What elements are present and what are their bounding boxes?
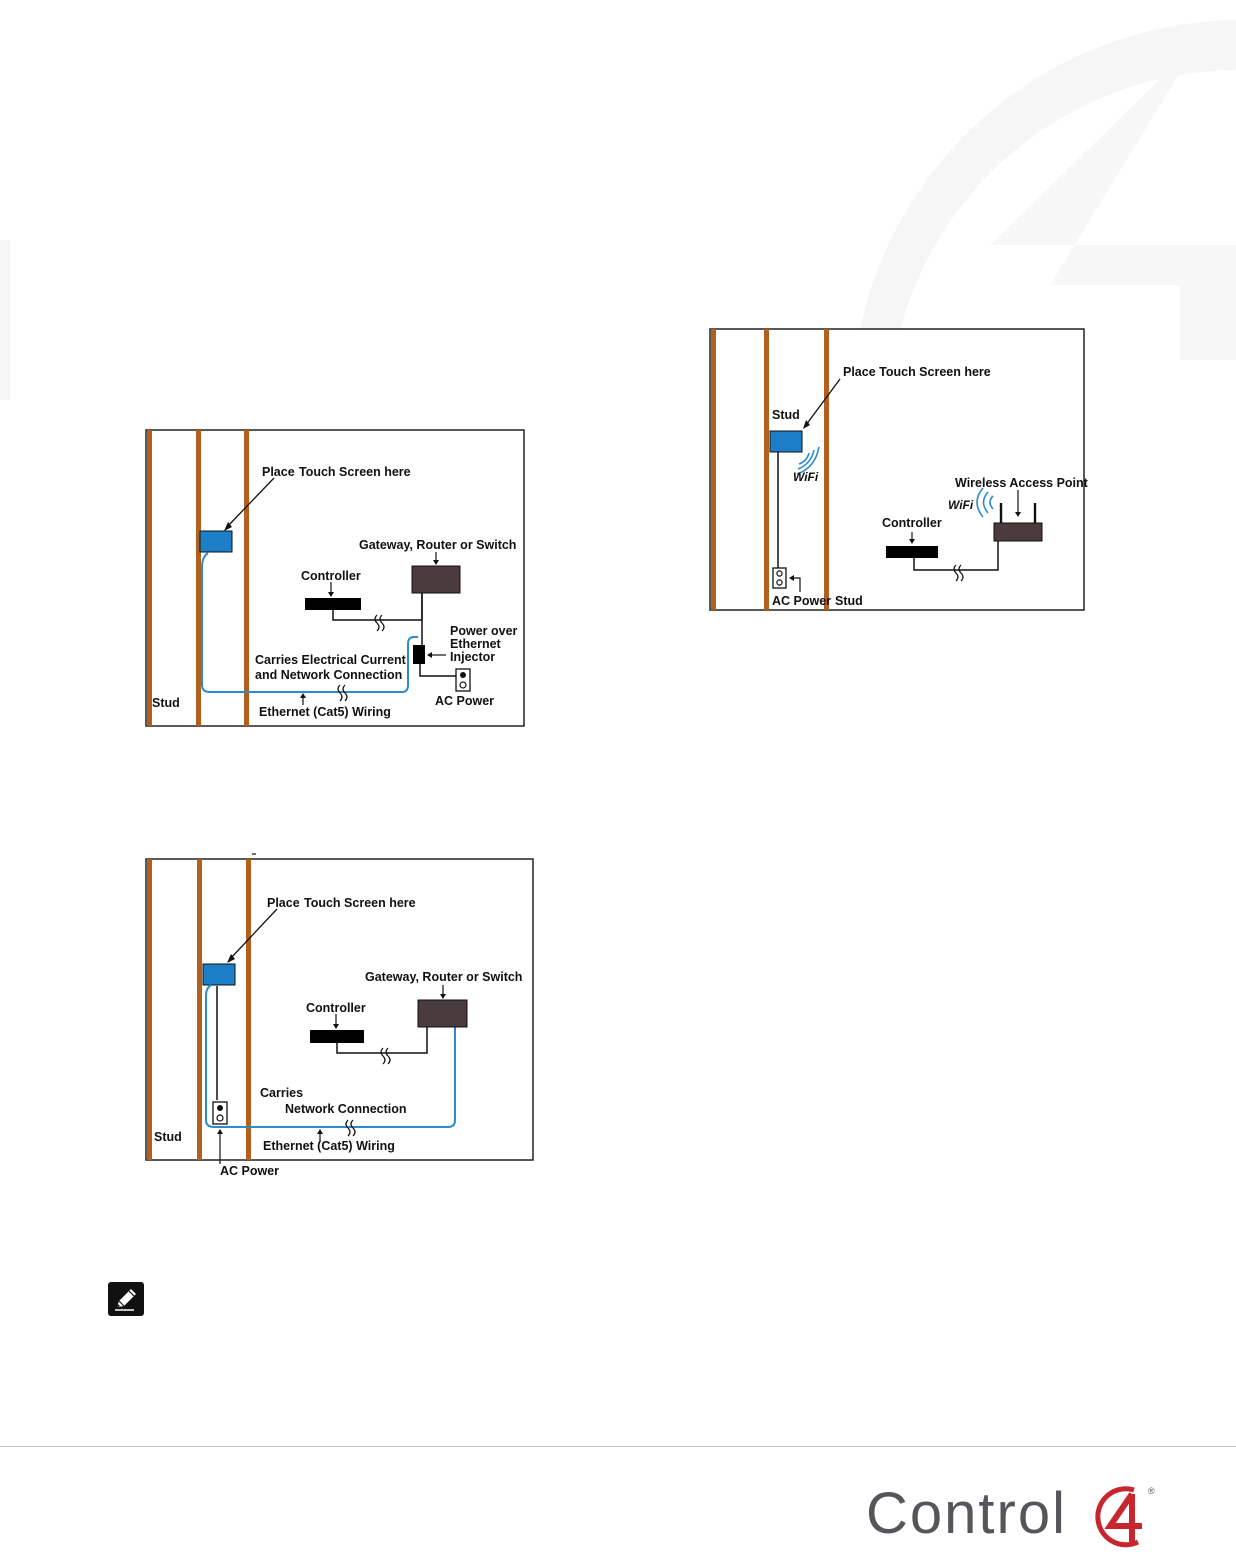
power-cable — [420, 664, 456, 676]
stud — [147, 430, 152, 726]
label-place: Place — [262, 465, 295, 479]
arrowhead — [217, 1129, 223, 1134]
arrow — [806, 379, 840, 425]
note-pencil-icon — [108, 1282, 144, 1316]
touch-screen — [770, 431, 802, 452]
break-mark — [381, 1048, 385, 1064]
arrowhead — [789, 575, 794, 581]
logo-wordmark: Control — [866, 1481, 1067, 1546]
poe-injector — [413, 645, 425, 664]
arrowhead — [427, 652, 432, 658]
break-mark — [959, 565, 963, 581]
label-ac-power: AC Power — [435, 694, 495, 708]
arrowhead — [909, 539, 915, 544]
arrowhead — [328, 592, 334, 597]
label-gateway: Gateway, Router or Switch — [359, 538, 517, 552]
break-mark — [380, 615, 384, 631]
label-wifi-wap: WiFi — [948, 498, 974, 512]
stud — [824, 329, 829, 610]
label-gateway: Gateway, Router or Switch — [365, 970, 523, 984]
stud — [147, 859, 152, 1160]
touch-screen — [200, 531, 232, 552]
touch-screen — [203, 964, 235, 985]
arrowhead — [300, 693, 306, 698]
label-touch-screen: Touch Screen here — [304, 896, 416, 910]
label-ac-power: AC Power — [220, 1164, 280, 1178]
label-access-point: Wireless Access Point — [955, 476, 1088, 490]
label-carries-2: Network Connection — [285, 1102, 407, 1116]
label-stud-top: Stud — [772, 408, 800, 422]
label-ethernet: Ethernet (Cat5) Wiring — [263, 1139, 395, 1153]
label-touch-screen: Touch Screen here — [299, 465, 411, 479]
outlet-socket — [460, 672, 466, 678]
arrowhead — [333, 1024, 339, 1029]
wifi-signal-icon — [977, 488, 993, 517]
footer-divider — [0, 1446, 1236, 1447]
arrow — [227, 478, 274, 527]
stud — [244, 430, 249, 726]
break-mark — [954, 565, 958, 581]
stud — [197, 859, 202, 1160]
logo-4-mark — [1086, 1480, 1164, 1552]
diagram-poe — [140, 425, 535, 730]
label-poe-3: Injector — [450, 650, 496, 664]
break-mark — [375, 615, 379, 631]
control4-logo — [866, 1478, 1166, 1550]
label-poe-1: Power over — [450, 624, 518, 638]
logo-registered-mark: ® — [1148, 1486, 1155, 1496]
label-stud: Stud — [152, 696, 180, 710]
break-mark — [386, 1048, 390, 1064]
label-carries-1: Carries Electrical Current — [255, 653, 406, 667]
label-stud: Stud — [154, 1130, 182, 1144]
arrowhead — [433, 560, 439, 565]
stud — [711, 329, 716, 610]
stud — [764, 329, 769, 610]
controller-device — [310, 1030, 364, 1043]
arrowhead — [317, 1129, 323, 1134]
gateway-device — [412, 566, 460, 593]
label-poe-2: Ethernet — [450, 637, 501, 651]
label-ac-power: AC Power — [772, 594, 832, 608]
arrowhead — [1015, 512, 1021, 517]
arrow — [230, 909, 277, 959]
stud — [246, 859, 251, 1160]
label-stud-bottom: Stud — [835, 594, 863, 608]
label-controller: Controller — [882, 516, 942, 530]
label-carries-2: and Network Connection — [255, 668, 403, 682]
gateway-device — [418, 1000, 467, 1027]
label-carries-1: Carries — [260, 1086, 304, 1100]
outlet-socket — [217, 1105, 223, 1111]
diagram-wired — [140, 852, 540, 1182]
controller-device — [305, 598, 361, 610]
label-wifi-screen: WiFi — [793, 470, 819, 484]
arrowhead — [440, 994, 446, 999]
label-controller: Controller — [306, 1001, 366, 1015]
controller-device — [886, 546, 938, 558]
label-place: Place Touch Screen here — [843, 365, 991, 379]
label-controller: Controller — [301, 569, 361, 583]
access-point-device — [994, 523, 1042, 541]
label-ethernet: Ethernet (Cat5) Wiring — [259, 705, 391, 719]
label-place: Place — [267, 896, 300, 910]
diagram-wifi — [704, 324, 1094, 616]
stud — [196, 430, 201, 726]
